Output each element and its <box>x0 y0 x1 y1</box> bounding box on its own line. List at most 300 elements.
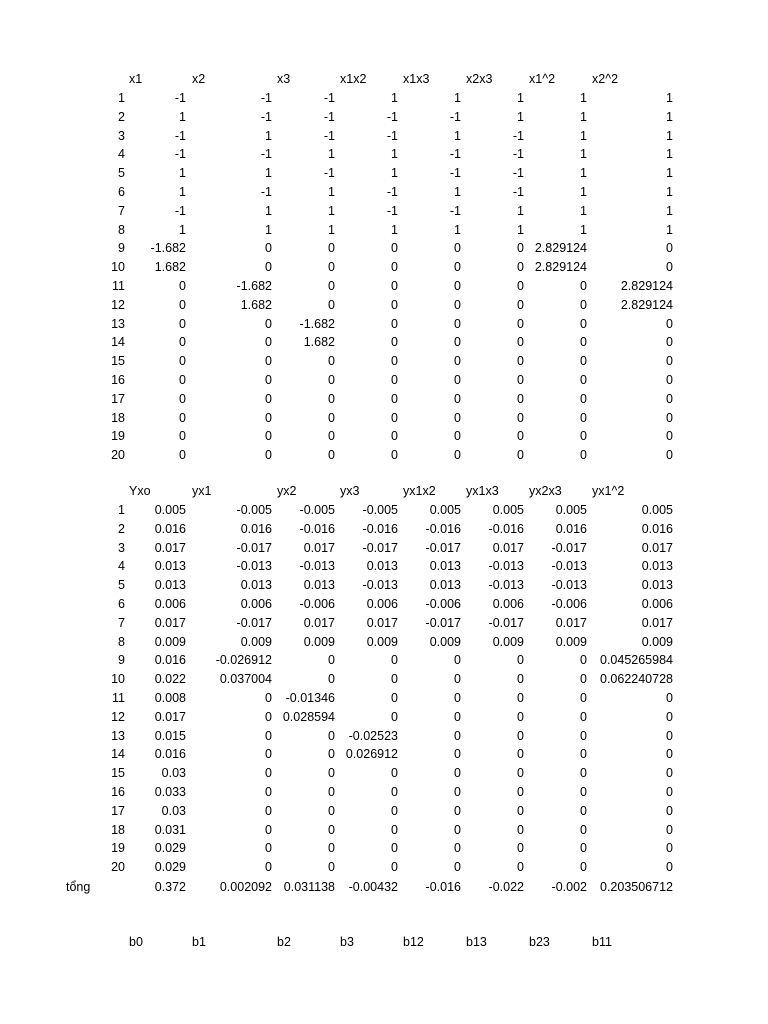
table-cell[interactable]: 0 <box>517 803 524 818</box>
table1-header-x1[interactable]: x1 <box>129 72 143 86</box>
row-number-cell[interactable]: 12 <box>111 709 125 724</box>
table-cell[interactable]: -1 <box>174 128 186 143</box>
row-number-cell[interactable]: 13 <box>111 316 125 331</box>
table2-header-yx1sq[interactable]: yx1^2 <box>592 484 625 498</box>
table-cell[interactable]: 0 <box>580 691 587 705</box>
table-cell[interactable]: 0.006 <box>240 597 272 611</box>
table-cell[interactable]: 0 <box>179 316 186 331</box>
table-cell[interactable]: 1 <box>265 128 272 143</box>
table-cell[interactable]: 0 <box>265 709 272 724</box>
table-cell[interactable]: 0 <box>580 785 587 799</box>
table-cell[interactable]: 0.029 <box>154 860 186 875</box>
table-cell[interactable]: 0 <box>391 785 398 799</box>
row-number-cell[interactable]: 17 <box>111 803 125 818</box>
table-cell[interactable]: 0.013 <box>240 578 272 593</box>
table-cell[interactable]: 1 <box>580 109 587 124</box>
table-cell[interactable]: 0 <box>580 822 587 837</box>
table-cell[interactable]: 0.013 <box>429 578 461 593</box>
table-cell[interactable]: -1 <box>386 109 398 124</box>
table-cell[interactable]: 0.017 <box>154 540 186 555</box>
table-cell[interactable]: 0 <box>328 279 335 293</box>
table-cell[interactable]: 0 <box>580 766 587 781</box>
total-cell[interactable]: -0.002 <box>551 880 587 894</box>
row-number-cell[interactable]: 16 <box>111 373 125 387</box>
table-cell[interactable]: 0.045265984 <box>600 653 673 668</box>
table-cell[interactable]: 1 <box>666 147 673 162</box>
table1-header-x1sq[interactable]: x1^2 <box>529 72 556 86</box>
table1-header-x2x3[interactable]: x2x3 <box>466 72 493 86</box>
table-cell[interactable]: -0.005 <box>362 503 398 517</box>
table-cell[interactable]: 0 <box>580 747 587 762</box>
table-cell[interactable]: -1 <box>449 166 461 181</box>
table-cell[interactable]: 0 <box>454 241 461 256</box>
table-cell[interactable]: 0 <box>179 279 186 293</box>
row-number-cell[interactable]: 14 <box>111 747 125 762</box>
table-cell[interactable]: 0 <box>666 691 673 705</box>
table-cell[interactable]: 0.017 <box>303 615 335 630</box>
table-cell[interactable]: 0 <box>328 297 335 312</box>
table-cell[interactable]: 0.013 <box>429 559 461 574</box>
table-cell[interactable]: -0.01346 <box>285 691 335 705</box>
table-cell[interactable]: -1.682 <box>150 241 186 256</box>
table-cell[interactable]: 0 <box>580 653 587 668</box>
table-cell[interactable]: 0 <box>666 373 673 387</box>
table-cell[interactable]: 0 <box>517 822 524 837</box>
table-cell[interactable]: 0.006 <box>641 597 673 611</box>
table-cell[interactable]: 0 <box>454 691 461 705</box>
table-cell[interactable]: 0.016 <box>641 521 673 536</box>
table-cell[interactable]: 0 <box>517 279 524 293</box>
table-cell[interactable]: -1 <box>174 147 186 162</box>
table-cell[interactable]: 0.013 <box>641 559 673 574</box>
table-cell[interactable]: 0 <box>328 841 335 856</box>
table-cell[interactable]: 0 <box>265 410 272 425</box>
table-cell[interactable]: 0 <box>580 429 587 444</box>
row-number-cell[interactable]: 6 <box>118 185 125 199</box>
total-cell[interactable]: 0.372 <box>154 880 186 894</box>
table-cell[interactable]: 1 <box>666 109 673 124</box>
table-cell[interactable]: 0 <box>580 410 587 425</box>
table-cell[interactable]: 0 <box>454 709 461 724</box>
table-cell[interactable]: 0 <box>454 672 461 687</box>
table-cell[interactable]: 0 <box>179 354 186 369</box>
row-number-cell[interactable]: 5 <box>118 578 125 593</box>
table-cell[interactable]: 1 <box>517 109 524 124</box>
table-cell[interactable]: 1 <box>454 185 461 199</box>
table-cell[interactable]: 0.037004 <box>219 672 272 687</box>
table-cell[interactable]: 0.017 <box>641 615 673 630</box>
table-cell[interactable]: -0.013 <box>551 578 587 593</box>
row-number-cell[interactable]: 18 <box>111 822 125 837</box>
table-cell[interactable]: -0.016 <box>425 521 461 536</box>
table-cell[interactable]: 0 <box>517 747 524 762</box>
table-cell[interactable]: -0.016 <box>362 521 398 536</box>
table-cell[interactable]: 0 <box>580 316 587 331</box>
table-cell[interactable]: 0 <box>328 410 335 425</box>
table-cell[interactable]: -1 <box>323 166 335 181</box>
table-cell[interactable]: -0.006 <box>551 597 587 611</box>
coefficient-label-b11[interactable]: b11 <box>592 935 612 949</box>
table-cell[interactable]: 1 <box>391 166 398 181</box>
table-cell[interactable]: 0 <box>666 260 673 275</box>
table-cell[interactable]: -0.005 <box>236 503 272 517</box>
table-cell[interactable]: -1.682 <box>299 316 335 331</box>
table-cell[interactable]: 0 <box>454 728 461 743</box>
row-number-cell[interactable]: 16 <box>111 785 125 799</box>
table-cell[interactable]: -1 <box>260 109 272 124</box>
table-cell[interactable]: 1 <box>580 185 587 199</box>
table-cell[interactable]: -0.016 <box>299 521 335 536</box>
table-cell[interactable]: 0 <box>265 316 272 331</box>
table-cell[interactable]: 0 <box>666 354 673 369</box>
table-cell[interactable]: 0.005 <box>641 503 673 517</box>
table-cell[interactable]: 0.013 <box>641 578 673 593</box>
table-cell[interactable]: 1 <box>666 166 673 181</box>
row-number-cell[interactable]: 19 <box>111 841 125 856</box>
table-cell[interactable]: 0.009 <box>154 634 186 649</box>
table-cell[interactable]: 0 <box>580 391 587 406</box>
table2-header-yxo[interactable]: Yxo <box>129 484 151 498</box>
table-cell[interactable]: 0 <box>328 860 335 875</box>
table1-header-x1x3[interactable]: x1x3 <box>403 72 430 86</box>
table-cell[interactable]: 0 <box>391 841 398 856</box>
table-cell[interactable]: 0 <box>328 785 335 799</box>
table-cell[interactable]: -1 <box>512 185 524 199</box>
table-cell[interactable]: 0 <box>328 672 335 687</box>
table-cell[interactable]: 0.031 <box>154 822 186 837</box>
table2-header-yx3[interactable]: yx3 <box>340 484 360 498</box>
table-cell[interactable]: 0 <box>328 803 335 818</box>
table-cell[interactable]: 0 <box>265 728 272 743</box>
table-cell[interactable]: 0.016 <box>555 521 587 536</box>
table-cell[interactable]: 0 <box>265 448 272 463</box>
total-cell[interactable]: 0.203506712 <box>600 880 673 894</box>
row-number-cell[interactable]: 2 <box>118 109 125 124</box>
table-cell[interactable]: 0 <box>517 241 524 256</box>
table-cell[interactable]: 0.017 <box>366 615 398 630</box>
table-cell[interactable]: 1 <box>454 128 461 143</box>
row-number-cell[interactable]: 7 <box>118 203 125 218</box>
table-cell[interactable]: -1 <box>174 91 186 105</box>
table2-header-yx1x3[interactable]: yx1x3 <box>466 484 499 498</box>
table-cell[interactable]: -1 <box>512 166 524 181</box>
table-cell[interactable]: 0.026912 <box>345 747 398 762</box>
table-cell[interactable]: 0.017 <box>641 540 673 555</box>
coefficient-label-b23[interactable]: b23 <box>529 935 550 949</box>
table-cell[interactable]: 0 <box>391 860 398 875</box>
table-cell[interactable]: 0 <box>580 335 587 350</box>
table-cell[interactable]: 0 <box>454 766 461 781</box>
table1-header-x3[interactable]: x3 <box>277 72 291 86</box>
table-cell[interactable]: 0 <box>265 260 272 275</box>
row-number-cell[interactable]: 2 <box>118 521 125 536</box>
table-cell[interactable]: 0 <box>265 747 272 762</box>
table-cell[interactable]: 1 <box>517 222 524 237</box>
table-cell[interactable]: 0.017 <box>154 615 186 630</box>
table-cell[interactable]: 0.009 <box>492 634 524 649</box>
table-cell[interactable]: 0 <box>265 822 272 837</box>
table-cell[interactable]: 0 <box>391 241 398 256</box>
table-cell[interactable]: 0 <box>666 766 673 781</box>
table-cell[interactable]: 1 <box>328 222 335 237</box>
table-cell[interactable]: 1 <box>666 91 673 105</box>
coefficient-label-b3[interactable]: b3 <box>340 935 354 949</box>
table-cell[interactable]: 0 <box>265 391 272 406</box>
table-cell[interactable]: -1.682 <box>236 279 272 293</box>
table-cell[interactable]: 0 <box>328 429 335 444</box>
table-cell[interactable]: 0 <box>391 803 398 818</box>
table-cell[interactable]: 0.005 <box>429 503 461 517</box>
table-cell[interactable]: 0 <box>454 785 461 799</box>
table-cell[interactable]: 0 <box>666 728 673 743</box>
table-cell[interactable]: 0 <box>454 448 461 463</box>
table-cell[interactable]: 1 <box>391 222 398 237</box>
coefficient-label-b2[interactable]: b2 <box>277 935 291 949</box>
table2-header-yx1[interactable]: yx1 <box>192 484 212 498</box>
table-cell[interactable]: 0 <box>328 822 335 837</box>
table-cell[interactable]: 0 <box>265 691 272 705</box>
table-cell[interactable]: 0 <box>517 860 524 875</box>
table-cell[interactable]: 0 <box>454 747 461 762</box>
table-cell[interactable]: 0.013 <box>154 559 186 574</box>
table-cell[interactable]: -0.013 <box>551 559 587 574</box>
table-cell[interactable]: 0 <box>391 429 398 444</box>
table-cell[interactable]: 0 <box>517 297 524 312</box>
table-cell[interactable]: 0 <box>580 373 587 387</box>
table-cell[interactable]: 0 <box>580 728 587 743</box>
table-cell[interactable]: 0 <box>580 841 587 856</box>
table-cell[interactable]: -0.006 <box>299 597 335 611</box>
table-cell[interactable]: 0 <box>517 785 524 799</box>
table-cell[interactable]: 0 <box>328 728 335 743</box>
table-cell[interactable]: 0 <box>517 335 524 350</box>
table-cell[interactable]: -1 <box>386 185 398 199</box>
table-cell[interactable]: 0 <box>454 841 461 856</box>
table-cell[interactable]: 1 <box>580 147 587 162</box>
table-cell[interactable]: 0 <box>454 410 461 425</box>
table1-header-x2[interactable]: x2 <box>192 72 206 86</box>
table-cell[interactable]: -0.006 <box>425 597 461 611</box>
table-cell[interactable]: 1 <box>580 203 587 218</box>
table1-header-x1x2[interactable]: x1x2 <box>340 72 367 86</box>
table-cell[interactable]: 0 <box>454 297 461 312</box>
row-number-cell[interactable]: 1 <box>118 91 125 105</box>
table-cell[interactable]: 0.006 <box>154 597 186 611</box>
row-number-cell[interactable]: 9 <box>118 653 125 668</box>
table-cell[interactable]: 0 <box>580 860 587 875</box>
table-cell[interactable]: 0 <box>391 822 398 837</box>
table-cell[interactable]: 0.028594 <box>282 709 335 724</box>
row-number-cell[interactable]: 11 <box>112 279 125 293</box>
table-cell[interactable]: 1 <box>666 222 673 237</box>
table-cell[interactable]: -0.016 <box>488 521 524 536</box>
row-number-cell[interactable]: 10 <box>111 672 125 687</box>
table-cell[interactable]: 0 <box>265 241 272 256</box>
table-cell[interactable]: 1 <box>517 203 524 218</box>
table-cell[interactable]: 0 <box>391 373 398 387</box>
table-cell[interactable]: -1 <box>323 109 335 124</box>
row-number-cell[interactable]: 9 <box>118 241 125 256</box>
table-cell[interactable]: 0 <box>391 335 398 350</box>
table-cell[interactable]: 0 <box>454 860 461 875</box>
table-cell[interactable]: 0 <box>265 335 272 350</box>
table-cell[interactable]: 1 <box>328 203 335 218</box>
table-cell[interactable]: 0 <box>391 279 398 293</box>
row-number-cell[interactable]: 8 <box>118 634 125 649</box>
table-cell[interactable]: 0 <box>391 316 398 331</box>
table-cell[interactable]: 0.013 <box>154 578 186 593</box>
table-cell[interactable]: 1 <box>265 203 272 218</box>
table-cell[interactable]: 0 <box>391 691 398 705</box>
total-label[interactable]: tổng <box>66 880 91 894</box>
table-cell[interactable]: 0 <box>666 709 673 724</box>
table-cell[interactable]: 1.682 <box>154 260 186 275</box>
table-cell[interactable]: 0 <box>328 766 335 781</box>
table-cell[interactable]: 0 <box>179 448 186 463</box>
table-cell[interactable]: 0 <box>454 354 461 369</box>
table-cell[interactable]: 0 <box>179 297 186 312</box>
table-cell[interactable]: 0 <box>580 354 587 369</box>
table-cell[interactable]: 0 <box>454 316 461 331</box>
table-cell[interactable]: 1 <box>454 222 461 237</box>
table-cell[interactable]: 0 <box>580 448 587 463</box>
table-cell[interactable]: 0 <box>391 354 398 369</box>
table-cell[interactable]: 0 <box>666 841 673 856</box>
table-cell[interactable]: 0 <box>328 391 335 406</box>
total-cell[interactable]: -0.016 <box>425 880 461 894</box>
table-cell[interactable]: 0 <box>454 391 461 406</box>
coefficient-label-b0[interactable]: b0 <box>129 935 143 949</box>
coefficient-label-b1[interactable]: b1 <box>192 935 206 949</box>
table-cell[interactable]: 0 <box>517 841 524 856</box>
table-cell[interactable]: 0.016 <box>154 747 186 762</box>
table-cell[interactable]: 0 <box>580 803 587 818</box>
coefficient-label-b13[interactable]: b13 <box>466 935 487 949</box>
table-cell[interactable]: 1 <box>391 147 398 162</box>
table-cell[interactable]: 0 <box>517 728 524 743</box>
table-cell[interactable]: -0.026912 <box>215 653 272 668</box>
table-cell[interactable]: 0.029 <box>154 841 186 856</box>
table-cell[interactable]: 0 <box>179 429 186 444</box>
table-cell[interactable]: -1 <box>449 109 461 124</box>
table-cell[interactable]: 0 <box>391 297 398 312</box>
row-number-cell[interactable]: 19 <box>111 429 125 444</box>
table-cell[interactable]: 0 <box>391 672 398 687</box>
table-cell[interactable]: 1 <box>179 185 186 199</box>
table-cell[interactable]: -1 <box>512 128 524 143</box>
table-cell[interactable]: 0 <box>517 316 524 331</box>
table-cell[interactable]: 0 <box>517 653 524 668</box>
table-cell[interactable]: -1 <box>449 147 461 162</box>
table-cell[interactable]: 0 <box>265 766 272 781</box>
table-cell[interactable]: 0 <box>580 672 587 687</box>
table-cell[interactable]: 0.005 <box>492 503 524 517</box>
table-cell[interactable]: 0.03 <box>161 803 186 818</box>
table-cell[interactable]: 0 <box>391 260 398 275</box>
table-cell[interactable]: 0 <box>391 448 398 463</box>
table-cell[interactable]: -0.005 <box>299 503 335 517</box>
table-cell[interactable]: 0.013 <box>366 559 398 574</box>
table-cell[interactable]: 0.017 <box>303 540 335 555</box>
table-cell[interactable]: 0.009 <box>240 634 272 649</box>
row-number-cell[interactable]: 8 <box>118 222 125 237</box>
table-cell[interactable]: 1 <box>580 128 587 143</box>
total-cell[interactable]: 0.002092 <box>219 880 272 894</box>
row-number-cell[interactable]: 4 <box>118 559 125 574</box>
row-number-cell[interactable]: 5 <box>118 166 125 181</box>
table-cell[interactable]: 0 <box>265 373 272 387</box>
table-cell[interactable]: 1 <box>391 91 398 105</box>
table-cell[interactable]: -1 <box>386 203 398 218</box>
table-cell[interactable]: 0.017 <box>154 709 186 724</box>
table-cell[interactable]: -0.013 <box>236 559 272 574</box>
table-cell[interactable]: 0 <box>265 860 272 875</box>
table-cell[interactable]: 0 <box>454 335 461 350</box>
table-cell[interactable]: 0 <box>517 691 524 705</box>
table-cell[interactable]: 0 <box>179 373 186 387</box>
table-cell[interactable]: 0 <box>580 279 587 293</box>
table-cell[interactable]: 1 <box>179 222 186 237</box>
table-cell[interactable]: -0.013 <box>488 578 524 593</box>
row-number-cell[interactable]: 3 <box>118 540 125 555</box>
table-cell[interactable]: 0 <box>517 709 524 724</box>
table-cell[interactable]: 0.016 <box>154 521 186 536</box>
table-cell[interactable]: 2.829124 <box>534 241 587 256</box>
table-cell[interactable]: 0.016 <box>240 521 272 536</box>
table-cell[interactable]: 1 <box>517 91 524 105</box>
table-cell[interactable]: -0.013 <box>362 578 398 593</box>
table-cell[interactable]: 0 <box>454 429 461 444</box>
coefficient-label-b12[interactable]: b12 <box>403 935 424 949</box>
table-cell[interactable]: 0 <box>179 410 186 425</box>
table-cell[interactable]: -0.013 <box>488 559 524 574</box>
table-cell[interactable]: 0 <box>666 391 673 406</box>
table-cell[interactable]: 1 <box>179 109 186 124</box>
table-cell[interactable]: 2.829124 <box>620 279 673 293</box>
table-cell[interactable]: 0.062240728 <box>600 672 673 687</box>
table-cell[interactable]: 0 <box>666 410 673 425</box>
row-number-cell[interactable]: 3 <box>118 128 125 143</box>
table-cell[interactable]: 0 <box>454 803 461 818</box>
row-number-cell[interactable]: 6 <box>118 597 125 611</box>
table-cell[interactable]: 1 <box>580 222 587 237</box>
table-cell[interactable]: 0 <box>666 316 673 331</box>
table-cell[interactable]: 1 <box>328 147 335 162</box>
table-cell[interactable]: 0 <box>517 354 524 369</box>
table-cell[interactable]: 0.009 <box>366 634 398 649</box>
table-cell[interactable]: 0 <box>265 785 272 799</box>
row-number-cell[interactable]: 4 <box>118 147 125 162</box>
table-cell[interactable]: 2.829124 <box>534 260 587 275</box>
table-cell[interactable]: 0.005 <box>154 503 186 517</box>
row-number-cell[interactable]: 7 <box>118 615 125 630</box>
table-cell[interactable]: 0 <box>517 373 524 387</box>
table-cell[interactable]: 0.013 <box>303 578 335 593</box>
table-cell[interactable]: 0 <box>454 279 461 293</box>
table-cell[interactable]: 1 <box>666 128 673 143</box>
table-cell[interactable]: 0 <box>391 410 398 425</box>
row-number-cell[interactable]: 10 <box>111 260 125 275</box>
row-number-cell[interactable]: 15 <box>111 354 125 369</box>
table-cell[interactable]: 0 <box>328 354 335 369</box>
table-cell[interactable]: 0 <box>580 709 587 724</box>
table-cell[interactable]: -1 <box>260 147 272 162</box>
table-cell[interactable]: 0 <box>265 803 272 818</box>
row-number-cell[interactable]: 1 <box>118 503 125 517</box>
table-cell[interactable]: 0 <box>517 766 524 781</box>
table-cell[interactable]: -0.017 <box>425 615 461 630</box>
table-cell[interactable]: -0.013 <box>299 559 335 574</box>
